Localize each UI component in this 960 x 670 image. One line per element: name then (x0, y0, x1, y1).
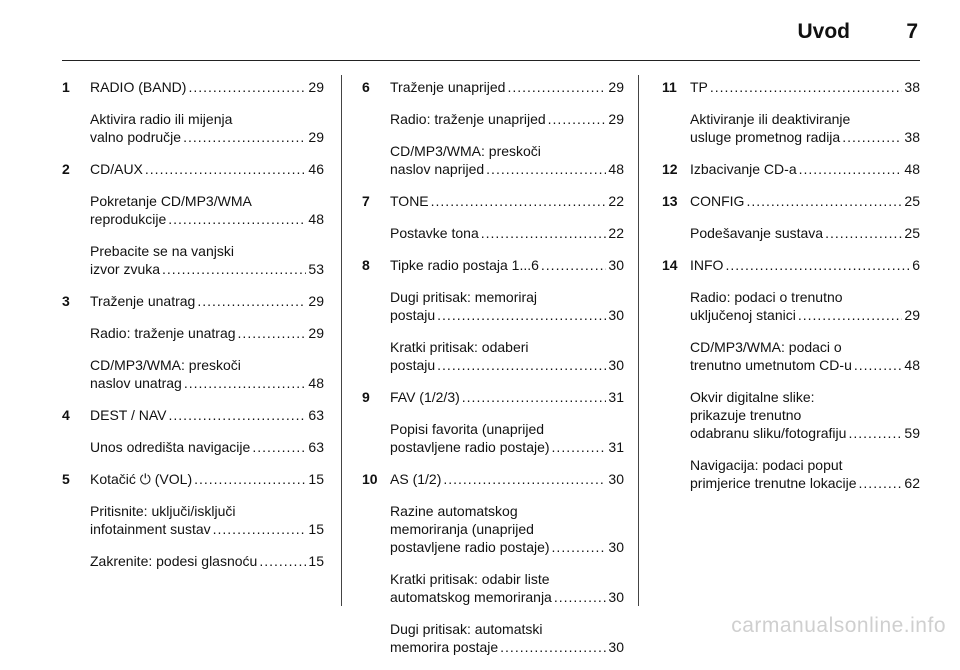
index-entry (362, 388, 624, 406)
page-reference-link[interactable]: 29 (904, 307, 920, 323)
entry-text-line: Dugi pritisak: automatski (390, 621, 543, 637)
page-header (62, 0, 920, 61)
entry-label: Traženje unaprijed (390, 79, 506, 95)
entry-leader-line (690, 224, 920, 242)
entry-leader-line (690, 78, 920, 96)
entry-label: uključenoj stanici (690, 307, 796, 323)
index-entry (362, 78, 624, 96)
entry-label: memorira postaje (390, 639, 499, 655)
entry-number: 2 (62, 161, 70, 177)
index-entry (90, 552, 324, 570)
page-reference-link[interactable]: 22 (608, 225, 624, 241)
entry-leader-line (390, 224, 624, 242)
dot-leader (552, 438, 607, 456)
entry-text-line: prikazuje trenutno (690, 407, 802, 423)
index-entry (662, 192, 920, 210)
entry-leader-line (690, 192, 920, 210)
dot-leader (507, 78, 606, 96)
index-entry (90, 502, 324, 538)
index-entry (390, 338, 624, 374)
index-entry (690, 288, 920, 324)
index-entry (390, 110, 624, 128)
page-reference-link[interactable]: 15 (308, 553, 324, 569)
entry-leader-line (90, 324, 324, 342)
entry-leader-line (390, 470, 624, 488)
entry-text-line: Razine automatskog (390, 503, 518, 519)
dot-leader (168, 210, 306, 228)
dot-leader (162, 260, 306, 278)
entry-leader-line (90, 292, 324, 310)
dot-leader (486, 160, 606, 178)
dot-leader (462, 388, 607, 406)
entry-text-line: Aktivira radio ili mijenja (90, 111, 233, 127)
entry-text-line: Prebacite se na vanjski (90, 243, 234, 259)
dot-leader (548, 110, 607, 128)
entry-label: odabranu sliku/fotografiju (690, 425, 847, 441)
entry-number: 8 (362, 257, 370, 273)
entry-text-line: Radio: podaci o trenutno (690, 289, 843, 305)
column-divider-1 (341, 75, 342, 606)
page-reference-link[interactable]: 6 (912, 257, 920, 273)
entry-text-line: Pritisnite: uključi/isključi (90, 503, 236, 519)
entry-number: 12 (662, 161, 678, 177)
entry-label: INFO (690, 257, 724, 273)
page-reference-link[interactable]: 53 (308, 261, 324, 277)
entry-label: RADIO (BAND) (90, 79, 187, 95)
page-reference-link[interactable]: 30 (608, 257, 624, 273)
index-entry (390, 142, 624, 178)
entry-leader-line (690, 306, 920, 324)
page-reference-link[interactable]: 38 (904, 129, 920, 145)
entry-label: FAV (1/2/3) (390, 389, 460, 405)
index-entry (62, 406, 324, 424)
column-1 (62, 78, 324, 584)
index-entry (390, 502, 624, 556)
entry-leader-line (390, 160, 624, 178)
entry-label: postaju (390, 307, 436, 323)
entry-leader-line (90, 160, 324, 178)
entry-number: 9 (362, 389, 370, 405)
entry-label: CONFIG (690, 193, 745, 209)
dot-leader (169, 406, 307, 424)
dot-leader (252, 438, 306, 456)
index-entry (390, 620, 624, 656)
index-entry (90, 324, 324, 342)
index-entry (62, 470, 324, 488)
entry-label: primjerice trenutne lokacije (690, 475, 857, 491)
page-reference-link[interactable]: 63 (308, 407, 324, 423)
index-entry (690, 224, 920, 242)
page-reference-link[interactable]: 29 (608, 79, 624, 95)
entry-label: naslov unatrag (90, 375, 182, 391)
entry-leader-line (390, 192, 624, 210)
dot-leader (184, 374, 307, 392)
entry-label: TONE (390, 193, 429, 209)
index-entry (90, 438, 324, 456)
entry-number: 13 (662, 193, 678, 209)
dot-leader (799, 160, 903, 178)
entry-leader-line (90, 470, 324, 488)
dot-leader (213, 520, 307, 538)
dot-leader (183, 128, 306, 146)
entry-label: Postavke tona (390, 225, 479, 241)
entry-label: izvor zvuka (90, 261, 161, 277)
entry-leader-line (90, 128, 324, 146)
entry-leader-line (390, 256, 624, 274)
entry-label: reprodukcije (90, 211, 167, 227)
dot-leader (541, 256, 607, 274)
dot-leader (554, 588, 607, 606)
dot-leader (443, 470, 606, 488)
entry-leader-line (690, 424, 920, 442)
page-reference-link[interactable]: 48 (308, 211, 324, 227)
entry-leader-line (390, 388, 624, 406)
dot-leader (238, 324, 307, 342)
page-reference-link[interactable]: 31 (608, 389, 624, 405)
index-entry (690, 110, 920, 146)
column-3 (662, 78, 920, 506)
index-entry (690, 338, 920, 374)
column-2 (362, 78, 624, 670)
entry-leader-line (390, 638, 624, 656)
entry-label: Izbacivanje CD-a (690, 161, 797, 177)
entry-label: postavljene radio postaje) (390, 539, 550, 555)
page-reference-link[interactable]: 48 (904, 161, 920, 177)
index-entry (390, 224, 624, 242)
dot-leader (145, 160, 307, 178)
entry-leader-line (690, 256, 920, 274)
entry-label: Zakrenite: podesi glasnoću (90, 553, 258, 569)
index-entry (390, 288, 624, 324)
entry-text-line: Aktiviranje ili deaktiviranje (690, 111, 851, 127)
entry-number: 10 (362, 471, 378, 487)
dot-leader (854, 356, 903, 374)
entry-number: 1 (62, 79, 70, 95)
page-reference-link[interactable]: 22 (608, 193, 624, 209)
entry-number: 7 (362, 193, 370, 209)
entry-label: infotainment sustav (90, 521, 211, 537)
entry-leader-line (690, 474, 920, 492)
entry-label: Radio: traženje unaprijed (390, 111, 546, 127)
dot-leader (552, 538, 607, 556)
entry-leader-line (90, 210, 324, 228)
entry-number: 5 (62, 471, 70, 487)
page-reference-link[interactable]: 48 (904, 357, 920, 373)
entry-label: postavljene radio postaje) (390, 439, 550, 455)
entry-leader-line (690, 356, 920, 374)
entry-text-line: Kratki pritisak: odaberi (390, 339, 529, 355)
dot-leader (848, 424, 902, 442)
entry-text-line: CD/MP3/WMA: podaci o (690, 339, 842, 355)
entry-leader-line (90, 260, 324, 278)
index-entry (90, 110, 324, 146)
entry-label: valno područje (90, 129, 182, 145)
entry-text-line: Pokretanje CD/MP3/WMA (90, 193, 252, 209)
dot-leader (437, 356, 606, 374)
entry-label: usluge prometnog radija (690, 129, 841, 145)
page-reference-link[interactable]: 25 (904, 225, 920, 241)
entry-label: DEST / NAV (90, 407, 167, 423)
index-entry (90, 356, 324, 392)
page-reference-link[interactable]: 25 (904, 193, 920, 209)
entry-label: CD/AUX (90, 161, 143, 177)
page-reference-link[interactable]: 15 (308, 521, 324, 537)
page-reference-link[interactable]: 62 (904, 475, 920, 491)
index-entry (390, 570, 624, 606)
entry-number: 11 (662, 79, 677, 95)
entry-leader-line (390, 306, 624, 324)
index-entry (662, 78, 920, 96)
index-entry (662, 256, 920, 274)
page-number: 7 (906, 20, 918, 43)
entry-label: Traženje unatrag (90, 293, 196, 309)
index-entry (62, 160, 324, 178)
entry-leader-line (90, 438, 324, 456)
dot-leader (188, 78, 306, 96)
entry-leader-line (390, 588, 624, 606)
dot-leader (197, 292, 306, 310)
entry-text-line: Popisi favorita (unaprijed (390, 421, 545, 437)
entry-leader-line (90, 552, 324, 570)
entry-number: 14 (662, 257, 678, 273)
page-reference-link[interactable]: 48 (308, 375, 324, 391)
index-entry (662, 160, 920, 178)
entry-label: naslov naprijed (390, 161, 485, 177)
entry-text-line: Kratki pritisak: odabir liste (390, 571, 550, 587)
index-entry (362, 470, 624, 488)
dot-leader (746, 192, 902, 210)
entry-leader-line (390, 438, 624, 456)
entry-text-line: Okvir digitalne slike: (690, 389, 815, 405)
page-reference-link[interactable]: 30 (608, 357, 624, 373)
dot-leader (481, 224, 607, 242)
entry-label: TP (690, 79, 708, 95)
entry-text-line: Navigacija: podaci poput (690, 457, 843, 473)
entry-number: 4 (62, 407, 70, 423)
dot-leader (725, 256, 910, 274)
entry-label: Unos odredišta navigacije (90, 439, 251, 455)
index-entry (690, 456, 920, 492)
entry-number: 6 (362, 79, 370, 95)
page-reference-link[interactable]: 48 (608, 161, 624, 177)
page-reference-link[interactable]: 30 (608, 639, 624, 655)
index-entry (362, 256, 624, 274)
page-reference-link[interactable]: 38 (904, 79, 920, 95)
dot-leader (710, 78, 903, 96)
dot-leader (437, 306, 606, 324)
entry-leader-line (690, 128, 920, 146)
entry-text-line: memoriranja (unaprijed (390, 521, 534, 537)
dot-leader (798, 306, 903, 324)
index-entry (90, 242, 324, 278)
index-entry (62, 292, 324, 310)
page-reference-link[interactable]: 29 (308, 293, 324, 309)
dot-leader (431, 192, 607, 210)
page-reference-link[interactable]: 63 (308, 439, 324, 455)
entry-label: trenutno umetnutom CD-u (690, 357, 852, 373)
page-title: Uvod (797, 20, 850, 43)
page-reference-link[interactable]: 29 (608, 111, 624, 127)
dot-leader (825, 224, 902, 242)
dot-leader (500, 638, 606, 656)
dot-leader (259, 552, 306, 570)
index-entry (390, 420, 624, 456)
entry-text-line: CD/MP3/WMA: preskoči (390, 143, 541, 159)
page-reference-link[interactable]: 30 (608, 307, 624, 323)
index-entry (690, 388, 920, 442)
entry-number: 3 (62, 293, 70, 309)
page-reference-link[interactable]: 30 (608, 471, 624, 487)
entry-leader-line (390, 78, 624, 96)
page-reference-link[interactable]: 29 (308, 79, 324, 95)
entry-label: Kotačić ⏻ (VOL) (90, 471, 193, 487)
index-entry (90, 192, 324, 228)
page-reference-link[interactable]: 29 (308, 325, 324, 341)
entry-leader-line (390, 356, 624, 374)
page-reference-link[interactable]: 30 (608, 539, 624, 555)
entry-leader-line (90, 78, 324, 96)
entry-label: Tipke radio postaja 1...6 (390, 257, 539, 273)
entry-text-line: CD/MP3/WMA: preskoči (90, 357, 241, 373)
page-reference-link[interactable]: 46 (308, 161, 324, 177)
entry-label: postaju (390, 357, 436, 373)
page-reference-link[interactable]: 15 (308, 471, 324, 487)
entry-leader-line (390, 538, 624, 556)
entry-label: automatskog memoriranja (390, 589, 552, 605)
page-reference-link[interactable]: 59 (904, 425, 920, 441)
page-reference-link[interactable]: 31 (608, 439, 624, 455)
entry-leader-line (90, 520, 324, 538)
entry-label: Podešavanje sustava (690, 225, 824, 241)
entry-leader-line (690, 160, 920, 178)
dot-leader (859, 474, 903, 492)
page-reference-link[interactable]: 30 (608, 589, 624, 605)
column-divider-2 (638, 75, 639, 606)
index-entry (362, 192, 624, 210)
page-reference-link[interactable]: 29 (308, 129, 324, 145)
index-entry (62, 78, 324, 96)
entry-label: Radio: traženje unatrag (90, 325, 236, 341)
watermark: carmanualsonline.info (731, 614, 946, 637)
entry-text-line: Dugi pritisak: memoriraj (390, 289, 538, 305)
entry-leader-line (390, 110, 624, 128)
entry-leader-line (90, 374, 324, 392)
dot-leader (194, 470, 306, 488)
entry-label: AS (1/2) (390, 471, 442, 487)
dot-leader (842, 128, 902, 146)
entry-leader-line (90, 406, 324, 424)
